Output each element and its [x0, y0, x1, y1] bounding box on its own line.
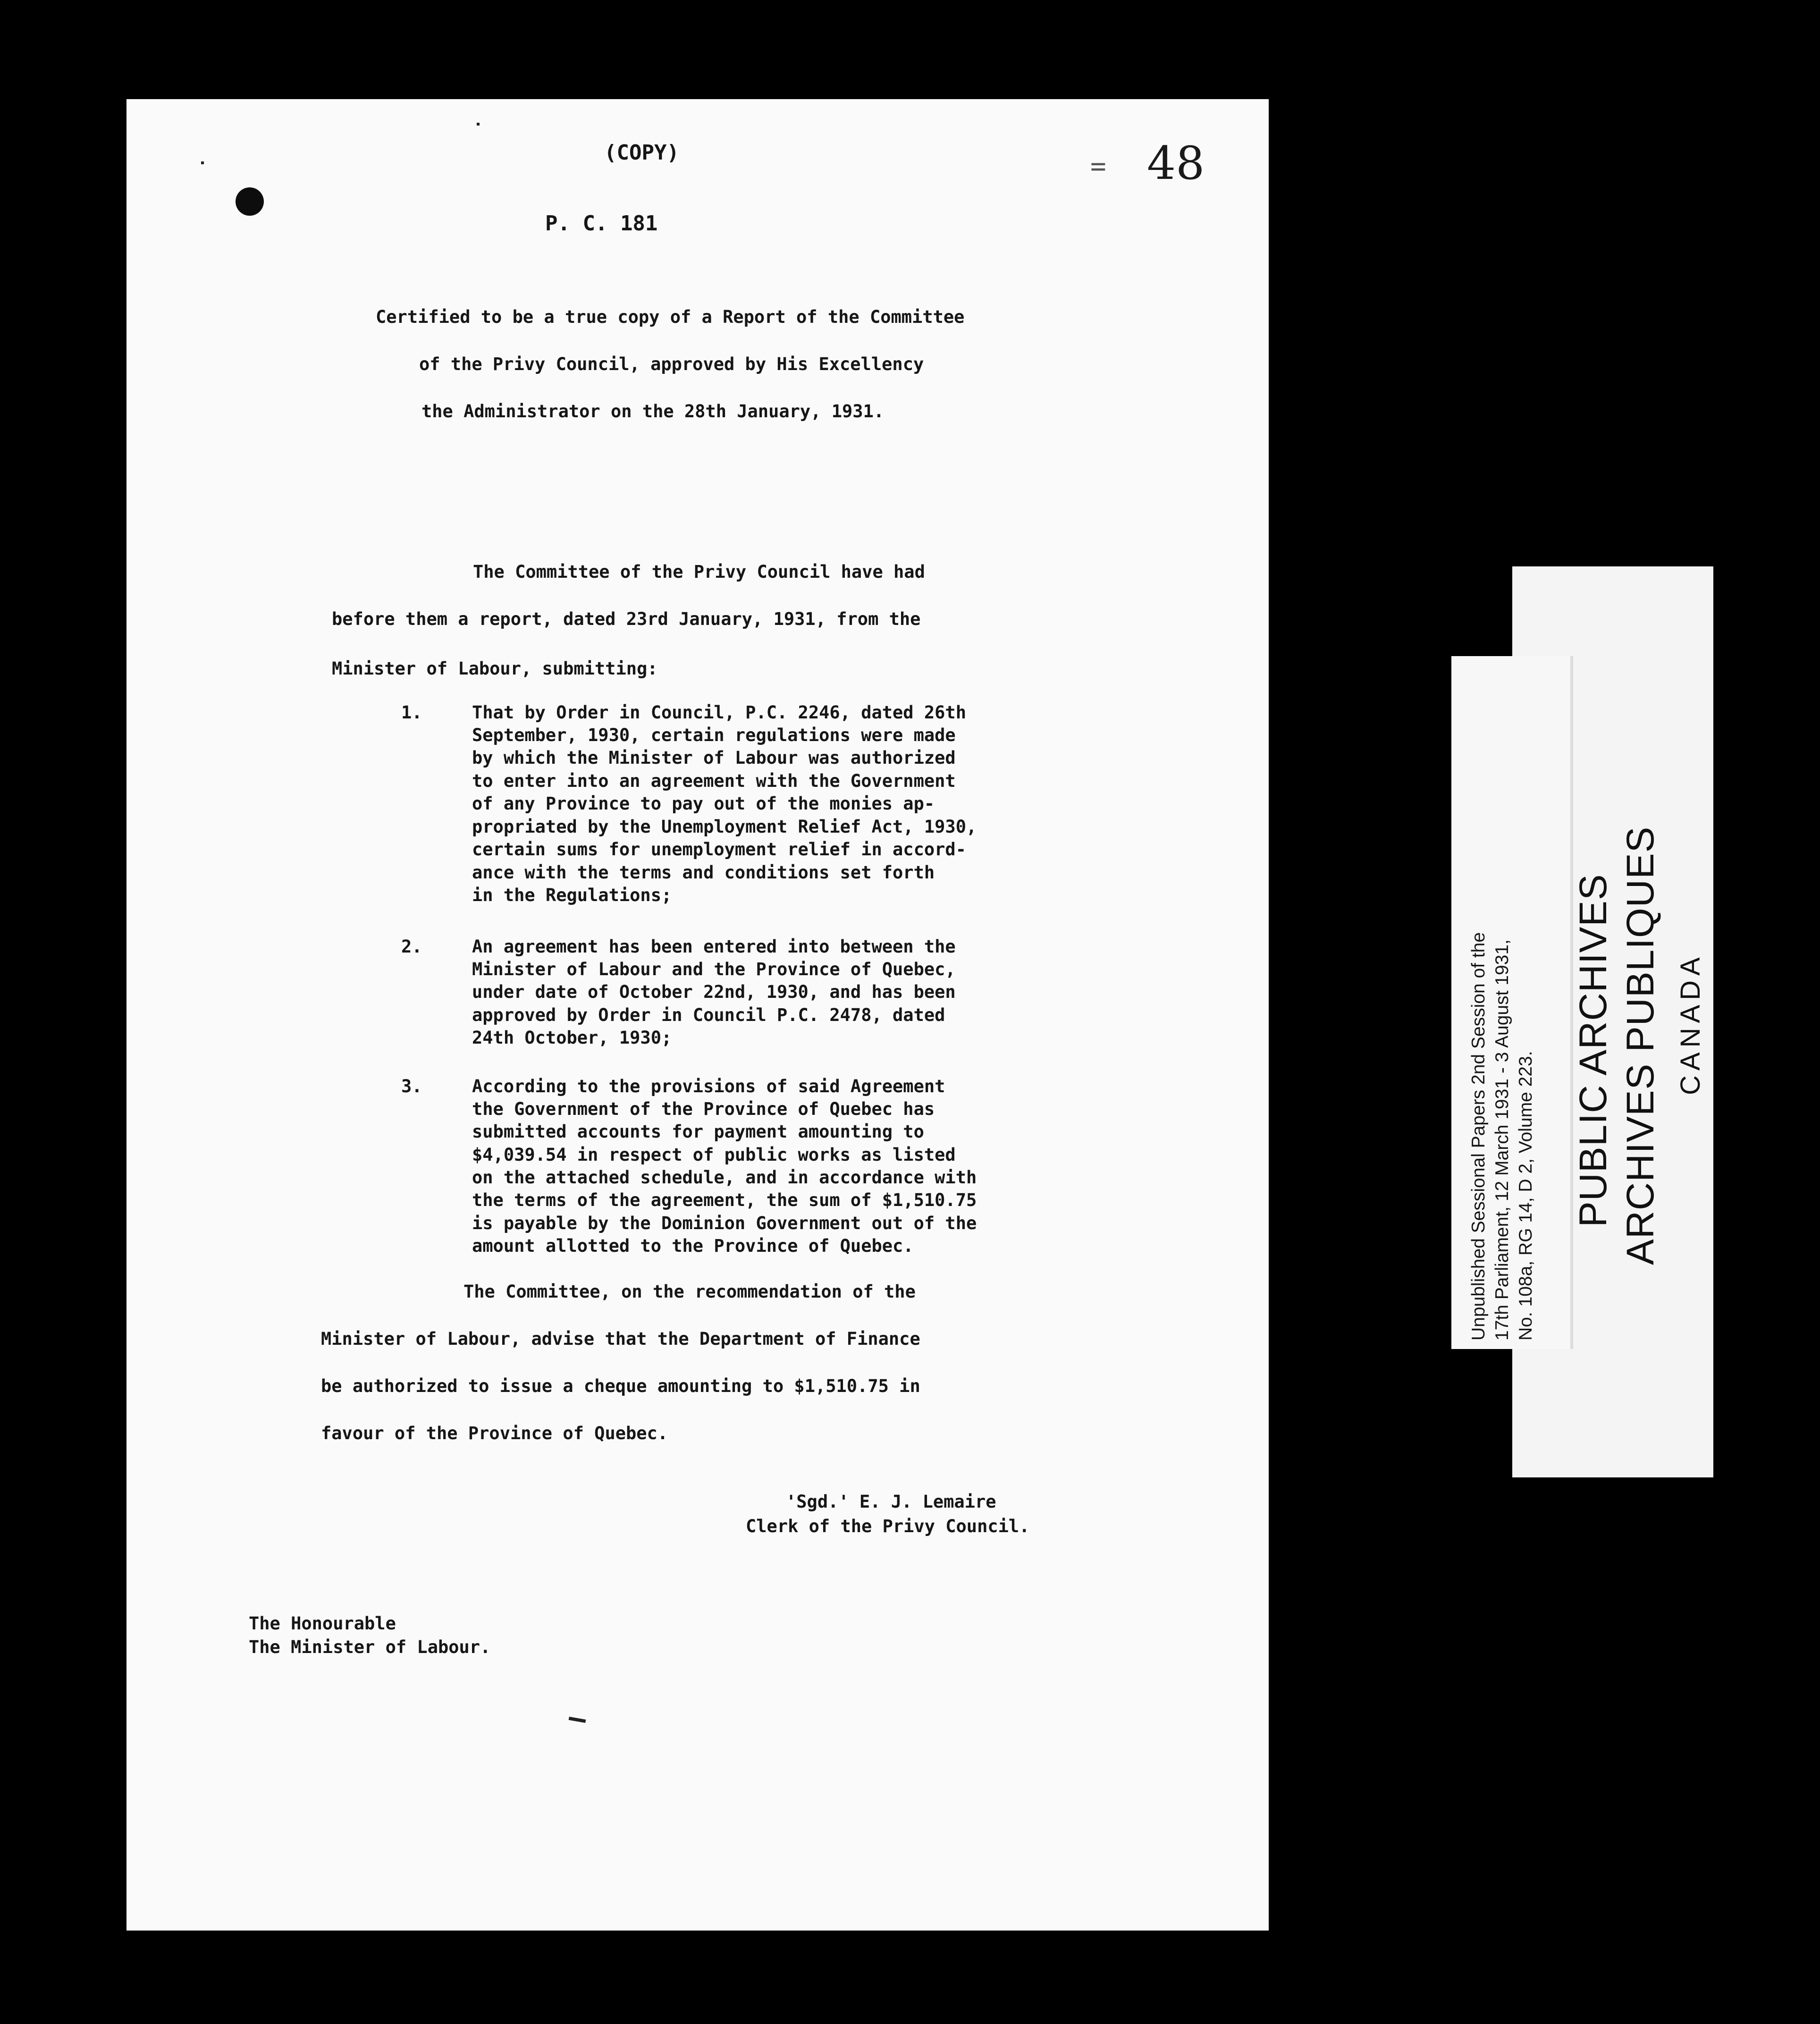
item-line: approved by Order in Council P.C. 2478, dated	[472, 1005, 945, 1025]
item-line: ance with the terms and conditions set forth	[472, 862, 935, 883]
order-number: P. C. 181	[545, 211, 658, 236]
speck	[477, 123, 480, 126]
item-line: on the attached schedule, and in accordance with	[472, 1167, 977, 1188]
item-line: propriated by the Unemployment Relief Act, 1930,	[472, 817, 977, 837]
speck	[201, 161, 204, 164]
item-line: amount allotted to the Province of Quebec.	[472, 1236, 914, 1256]
intro-line: The Committee of the Privy Council have had	[473, 562, 925, 582]
item-line: That by Order in Council, P.C. 2246, dated 26th	[472, 702, 966, 723]
item-line: under date of October 22nd, 1930, and has been	[472, 982, 956, 1002]
intro-line: before them a report, dated 23rd January, 1931, from the	[332, 609, 921, 629]
signature-name: 'Sgd.' E. J. Lemaire	[786, 1492, 996, 1512]
source-line: Unpublished Sessional Papers 2nd Session of the	[1468, 932, 1489, 1341]
recommendation-line: be authorized to issue a cheque amounting to $1,510.75 in	[321, 1376, 920, 1396]
item-line: submitted accounts for payment amounting to	[472, 1122, 924, 1142]
item-line: the Government of the Province of Quebec has	[472, 1099, 935, 1119]
page-mark-icon: =	[1090, 151, 1106, 182]
source-line: 17th Parliament, 12 March 1931 - 3 August 1931,	[1492, 939, 1512, 1341]
item-line: According to the provisions of said Agreement	[472, 1076, 945, 1096]
item-line: by which the Minister of Labour was authorized	[472, 748, 956, 768]
punch-hole	[236, 187, 264, 216]
item-line: certain sums for unemployment relief in accord-	[472, 839, 966, 860]
source-line: No. 108a, RG 14, D 2, Volume 223.	[1516, 1051, 1536, 1341]
item-number: 2.	[401, 936, 422, 957]
item-number: 3.	[401, 1076, 422, 1096]
copy-mark: (COPY)	[604, 141, 679, 165]
item-line: is payable by the Dominion Government out of the	[472, 1213, 977, 1233]
recommendation-line: favour of the Province of Quebec.	[321, 1423, 668, 1443]
item-line: in the Regulations;	[472, 885, 672, 905]
addressee-line: The Honourable	[249, 1613, 396, 1634]
item-line: September, 1930, certain regulations were made	[472, 725, 956, 745]
item-number: 1.	[401, 702, 422, 723]
page-number: 48	[1147, 137, 1205, 190]
recommendation-line: Minister of Labour, advise that the Department of Finance	[321, 1329, 920, 1349]
country-label: CANADA	[1675, 953, 1706, 1095]
item-line: 24th October, 1930;	[472, 1028, 672, 1048]
archives-publiques-title: ARCHIVES PUBLIQUES	[1619, 826, 1662, 1265]
intro-line: Minister of Labour, submitting:	[332, 658, 658, 679]
heading-line: of the Privy Council, approved by His Excellency	[419, 354, 924, 374]
item-line: Minister of Labour and the Province of Quebec,	[472, 959, 956, 979]
addressee-line: The Minister of Labour.	[249, 1637, 491, 1657]
recommendation-line: The Committee, on the recommendation of the	[463, 1282, 916, 1302]
public-archives-title: PUBLIC ARCHIVES	[1572, 874, 1615, 1227]
heading-line: the Administrator on the 28th January, 1931.	[421, 401, 885, 422]
item-line: An agreement has been entered into between the	[472, 936, 956, 957]
item-line: to enter into an agreement with the Government	[472, 771, 956, 791]
heading-line: Certified to be a true copy of a Report of the Committee	[376, 307, 965, 327]
item-line: $4,039.54 in respect of public works as listed	[472, 1145, 956, 1165]
item-line: of any Province to pay out of the monies ap-	[472, 793, 935, 814]
signature-title: Clerk of the Privy Council.	[746, 1516, 1030, 1536]
item-line: the terms of the agreement, the sum of $1,510.75	[472, 1190, 977, 1210]
